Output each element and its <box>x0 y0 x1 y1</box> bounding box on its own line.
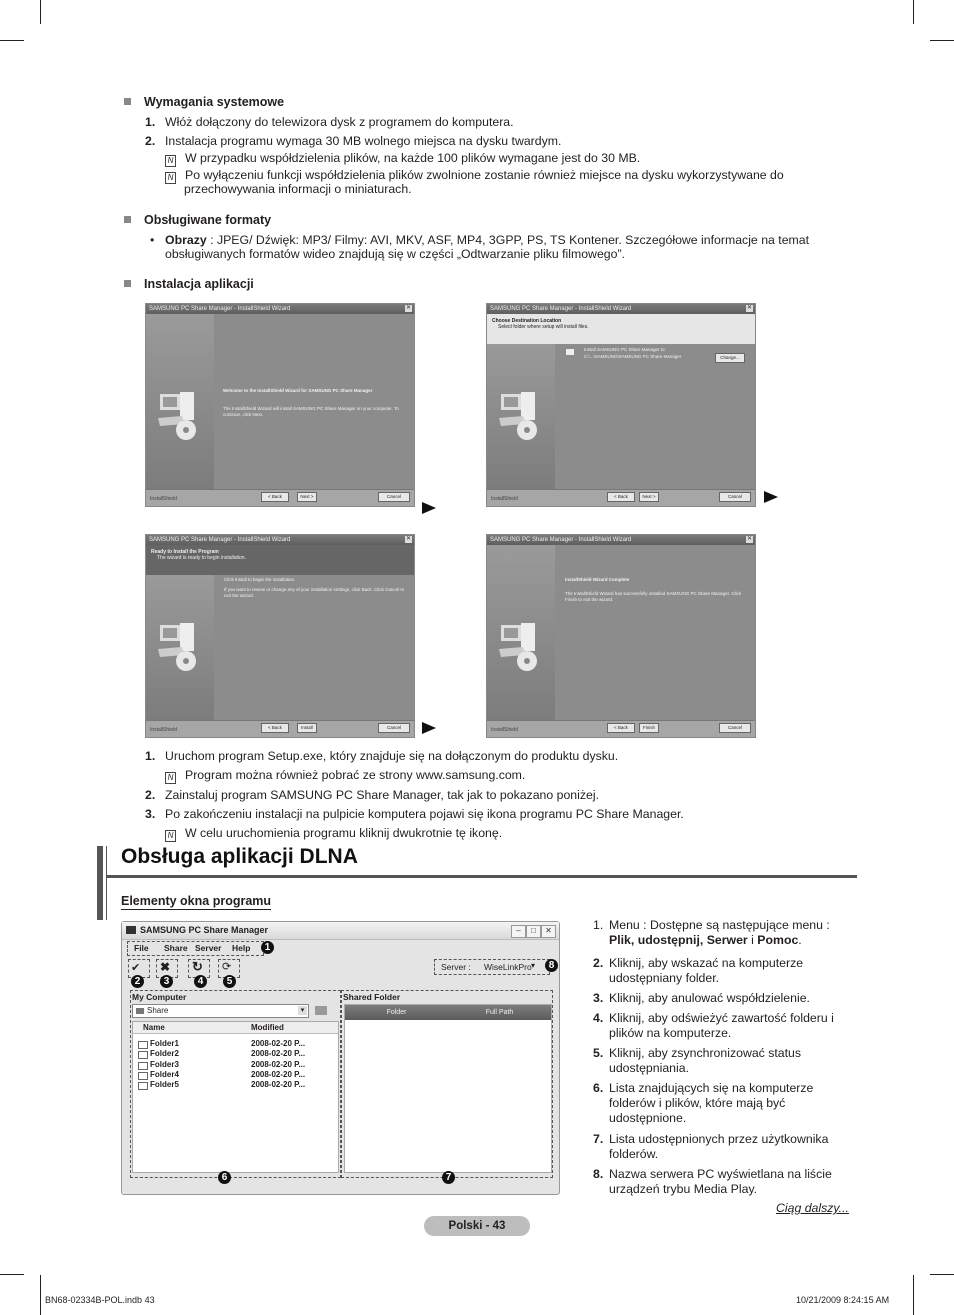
column-header-modified[interactable]: Modified <box>251 1023 284 1032</box>
note-icon: N <box>165 830 176 842</box>
pc-share-manager-window <box>121 921 560 1195</box>
arrow-right-icon <box>764 491 778 503</box>
shared-folder-label: Shared Folder <box>343 992 401 1002</box>
crop-mark <box>930 40 954 41</box>
note-icon: N <box>165 772 176 784</box>
list-item: Po zakończeniu instalacji na pulpicie komputera pojawi się ikona programu PC Share Manager. <box>165 807 684 821</box>
print-file-info: BN68-02334B-POL.indb 43 <box>45 1295 155 1305</box>
wizard-body-title: Click Install to begin the installation. <box>224 577 296 582</box>
item-number: 4. <box>593 1011 604 1025</box>
crop-mark <box>0 1274 24 1275</box>
arrow-right-icon <box>422 502 436 514</box>
wizard-screenshot-welcome <box>145 303 415 507</box>
close-icon: ✕ <box>746 305 753 311</box>
file-name: Folder3 <box>150 1059 179 1069</box>
arrow-right-icon <box>422 722 436 734</box>
description-line: Nazwa serwera PC wyświetlana na liście <box>609 1167 832 1181</box>
section-heading-installation: Instalacja aplikacji <box>124 277 254 291</box>
folder-icon <box>138 1051 148 1059</box>
next-button[interactable]: Next > <box>297 492 317 502</box>
back-button[interactable]: < Back <box>607 723 635 733</box>
wizard-destination-path: C:\...\SAMSUNG\SAMSUNG PC Share Manager <box>584 354 682 359</box>
crop-mark <box>0 40 24 41</box>
description-line: Plik, udostępnij, Serwer i Pomoc. <box>609 933 802 947</box>
column-header-full-path[interactable]: Full Path <box>448 1005 551 1020</box>
folder-icon <box>138 1082 148 1090</box>
wizard-titlebar: SAMSUNG PC Share Manager - InstallShield Wizard ✕ <box>487 535 755 545</box>
wizard-body-title: Welcome to the InstallShield Wizard for SAMSUNG PC Share Manager <box>223 388 373 393</box>
title-rule <box>106 875 857 878</box>
callout-badge: 1 <box>261 941 274 954</box>
file-modified: 2008-02-20 P... <box>251 1049 306 1059</box>
menu-file[interactable]: File <box>134 943 149 953</box>
computer-illustration-icon <box>495 384 543 444</box>
folder-dropdown[interactable]: Share ▾ <box>132 1004 309 1018</box>
item-number: 3. <box>145 807 156 821</box>
note-icon: N <box>165 155 176 167</box>
description-line: udostępnione. <box>609 1111 687 1125</box>
close-icon: ✕ <box>405 536 412 542</box>
formats-line: Obrazy : JPEG/ Dźwięk: MP3/ Filmy: AVI, MKV, ASF, MP4, 3GPP, PS, TS Kontener. Szczegółowe informacje na temat <box>165 233 810 247</box>
crop-mark <box>40 0 41 24</box>
table-row[interactable] <box>138 1060 333 1070</box>
item-number: 8. <box>593 1167 604 1181</box>
table-row[interactable] <box>138 1080 333 1090</box>
item-number: 2. <box>145 788 156 802</box>
section-heading-requirements: Wymagania systemowe <box>124 95 284 109</box>
back-button[interactable]: < Back <box>261 723 289 733</box>
description-line: folderów i plików, które mają być <box>609 1096 786 1110</box>
wizard-body-text: The InstallShield Wizard will install SAMSUNG PC Share Manager on your computer. To continue, click Next. <box>223 406 399 417</box>
cancel-button[interactable]: Cancel <box>378 492 410 502</box>
list-item: Włóż dołączony do telewizora dysk z programem do komputera. <box>165 115 514 129</box>
description-line: Menu : Dostępne są następujące menu : <box>609 918 830 932</box>
computer-illustration-icon <box>495 615 543 675</box>
file-modified: 2008-02-20 P... <box>251 1059 306 1069</box>
install-button[interactable]: Install <box>297 723 317 733</box>
sub-heading: Elementy okna programu <box>121 894 272 908</box>
callout-badge: 4 <box>194 975 207 988</box>
wizard-body-title: Install SAMSUNG PC Share Manager to: <box>584 347 666 352</box>
menu-share[interactable]: Share <box>164 943 188 953</box>
description-line: urządzeń trybu Media Play. <box>609 1182 758 1196</box>
change-button[interactable]: Change... <box>715 353 745 363</box>
item-number: 1. <box>145 115 156 129</box>
installshield-logo: InstallShield <box>491 727 518 733</box>
crop-mark <box>930 1274 954 1275</box>
up-folder-icon[interactable] <box>315 1006 327 1015</box>
crop-mark <box>913 0 914 24</box>
callout-badge: 7 <box>442 1171 455 1184</box>
description-line: Kliknij, aby odświeżyć zawartość folderu i <box>609 1011 834 1025</box>
table-row[interactable] <box>138 1039 333 1049</box>
item-number: 2. <box>145 134 156 148</box>
finish-button[interactable]: Finish <box>639 723 659 733</box>
file-modified: 2008-02-20 P... <box>251 1039 306 1048</box>
folder-icon <box>138 1041 148 1049</box>
back-button[interactable]: < Back <box>607 492 635 502</box>
sync-icon[interactable]: ⟳ <box>222 961 232 973</box>
wizard-screenshot-ready <box>145 534 415 738</box>
folder-icon <box>136 1008 144 1014</box>
minimize-button[interactable]: – <box>511 925 526 938</box>
item-number: 7. <box>593 1132 604 1146</box>
chevron-down-icon[interactable]: ▾ <box>298 1006 307 1015</box>
menu-server[interactable]: Server <box>195 943 222 953</box>
description-line: Lista znajdujących się na komputerze <box>609 1081 814 1095</box>
window-titlebar: SAMSUNG PC Share Manager <box>122 922 559 940</box>
refresh-icon[interactable]: ↻ <box>192 959 203 974</box>
wizard-titlebar: SAMSUNG PC Share Manager - InstallShield Wizard ✕ <box>146 304 414 314</box>
shared-folder-list[interactable] <box>344 1004 552 1173</box>
description-line: Kliknij, aby anulować współdzielenie. <box>609 991 810 1005</box>
wizard-body-title: InstallShield Wizard Complete <box>565 577 630 582</box>
file-modified: 2008-02-20 P... <box>251 1080 306 1090</box>
server-select[interactable]: WiseLinkPro <box>484 962 532 972</box>
callout-badge: 8 <box>545 959 558 972</box>
server-label: Server : <box>441 962 471 972</box>
wizard-header: Ready to Install the Program The wizard is ready to begin installation. <box>146 545 414 575</box>
list-item: Zainstaluj program SAMSUNG PC Share Manager, tak jak to pokazano poniżej. <box>165 788 600 802</box>
next-button[interactable]: Next > <box>639 492 659 502</box>
crop-mark <box>40 1275 41 1315</box>
menu-help[interactable]: Help <box>232 943 251 953</box>
note-line-continued: przechowywania informacji o miniaturach. <box>184 182 412 196</box>
square-bullet-icon <box>124 98 131 105</box>
file-modified: 2008-02-20 P... <box>251 1069 306 1079</box>
table-row[interactable] <box>138 1049 333 1059</box>
note-line: N Po wyłączeniu funkcji współdzielenia plików zwolnione zostanie również miejsce na dysku wykorzystywane do <box>165 168 784 184</box>
file-name: Folder5 <box>150 1080 179 1090</box>
folder-icon <box>566 349 574 355</box>
square-bullet-icon <box>124 216 131 223</box>
note-line: N W przypadku współdzielenia plików, na każde 100 plików wymagane jest do 30 MB. <box>165 151 640 167</box>
installshield-logo: InstallShield <box>150 727 177 733</box>
wizard-screenshot-destination <box>486 303 756 507</box>
installshield-logo: InstallShield <box>491 496 518 502</box>
close-icon: ✕ <box>405 305 412 311</box>
cancel-button[interactable]: Cancel <box>378 723 410 733</box>
list-item: Instalacja programu wymaga 30 MB wolnego miejsca na dysku twardym. <box>165 134 562 148</box>
bullet-dot: • <box>150 233 155 247</box>
app-icon <box>126 926 136 934</box>
item-number: 3. <box>593 991 604 1005</box>
share-folder-icon[interactable]: ✔ <box>131 962 141 974</box>
computer-illustration-icon <box>154 615 202 675</box>
description-line: Lista udostępnionych przez użytkownika <box>609 1132 829 1146</box>
description-line: udostępniany folder. <box>609 971 720 985</box>
installshield-logo: InstallShield <box>150 496 177 502</box>
column-header-name[interactable]: Name <box>143 1023 165 1032</box>
section-heading-formats: Obsługiwane formaty <box>124 213 271 227</box>
folder-icon <box>138 1072 148 1080</box>
item-number: 2. <box>593 956 604 970</box>
file-name: Folder1 <box>150 1039 179 1048</box>
wizard-titlebar: SAMSUNG PC Share Manager - InstallShield Wizard ✕ <box>487 304 755 314</box>
note-line: N W celu uruchomienia programu kliknij dwukrotnie tę ikonę. <box>165 826 502 842</box>
description-line: udostępniania. <box>609 1061 689 1075</box>
cancel-button[interactable]: Cancel <box>719 492 751 502</box>
maximize-button[interactable]: □ <box>526 925 541 938</box>
description-line: Kliknij, aby wskazać na komputerze <box>609 956 804 970</box>
list-item: Uruchom program Setup.exe, który znajduje się na dołączonym do produktu dysku. <box>165 749 619 763</box>
item-number: 1. <box>593 918 604 932</box>
continued-note: Ciąg dalszy... <box>776 1201 849 1215</box>
callout-badge: 2 <box>131 975 144 988</box>
file-name: Folder4 <box>150 1069 179 1079</box>
file-name: Folder2 <box>150 1049 179 1059</box>
cancel-share-icon[interactable]: ✖ <box>160 960 171 974</box>
cancel-button[interactable]: Cancel <box>719 723 751 733</box>
wizard-screenshot-complete <box>486 534 756 738</box>
formats-line-continued: obsługiwanych formatów wideo znajdują się w części „Odtwarzanie pliku filmowego”. <box>165 247 625 261</box>
page-title: Obsługa aplikacji DLNA <box>121 845 358 868</box>
description-line: Kliknij, aby zsynchronizować status <box>609 1046 802 1060</box>
chevron-down-icon[interactable]: ▾ <box>531 961 536 970</box>
close-icon: ✕ <box>746 536 753 542</box>
callout-badge: 6 <box>218 1171 231 1184</box>
item-number: 5. <box>593 1046 604 1060</box>
back-button[interactable]: < Back <box>261 492 289 502</box>
note-icon: N <box>165 172 176 184</box>
table-row[interactable] <box>138 1070 333 1080</box>
column-header-folder[interactable]: Folder <box>345 1005 448 1020</box>
description-line: plików na komputerze. <box>609 1026 732 1040</box>
item-number: 1. <box>145 749 156 763</box>
item-number: 6. <box>593 1081 604 1095</box>
square-bullet-icon <box>124 280 131 287</box>
description-line: folderów. <box>609 1147 659 1161</box>
my-computer-label: My Computer <box>132 992 187 1002</box>
crop-mark <box>913 1275 914 1315</box>
wizard-titlebar: SAMSUNG PC Share Manager - InstallShield Wizard ✕ <box>146 535 414 545</box>
folder-icon <box>138 1062 148 1070</box>
computer-illustration-icon <box>154 384 202 444</box>
wizard-header: Choose Destination Location Select folder where setup will install files. <box>487 314 755 344</box>
callout-badge: 3 <box>160 975 173 988</box>
close-button[interactable]: ✕ <box>541 925 556 938</box>
page-number: Polski - 43 <box>424 1216 530 1236</box>
wizard-body-text: If you want to review or change any of your installation settings, click Back. Click Cancel to exit the wizard. <box>224 587 405 598</box>
callout-badge: 5 <box>223 975 236 988</box>
wizard-body-text: The InstallShield Wizard has successfully installed SAMSUNG PC Share Manager. Click Finish to exit the wizard. <box>565 591 742 602</box>
print-date-info: 10/21/2009 8:24:15 AM <box>796 1295 890 1305</box>
note-line: N Program można również pobrać ze strony www.samsung.com. <box>165 768 525 784</box>
file-list[interactable] <box>132 1021 339 1173</box>
